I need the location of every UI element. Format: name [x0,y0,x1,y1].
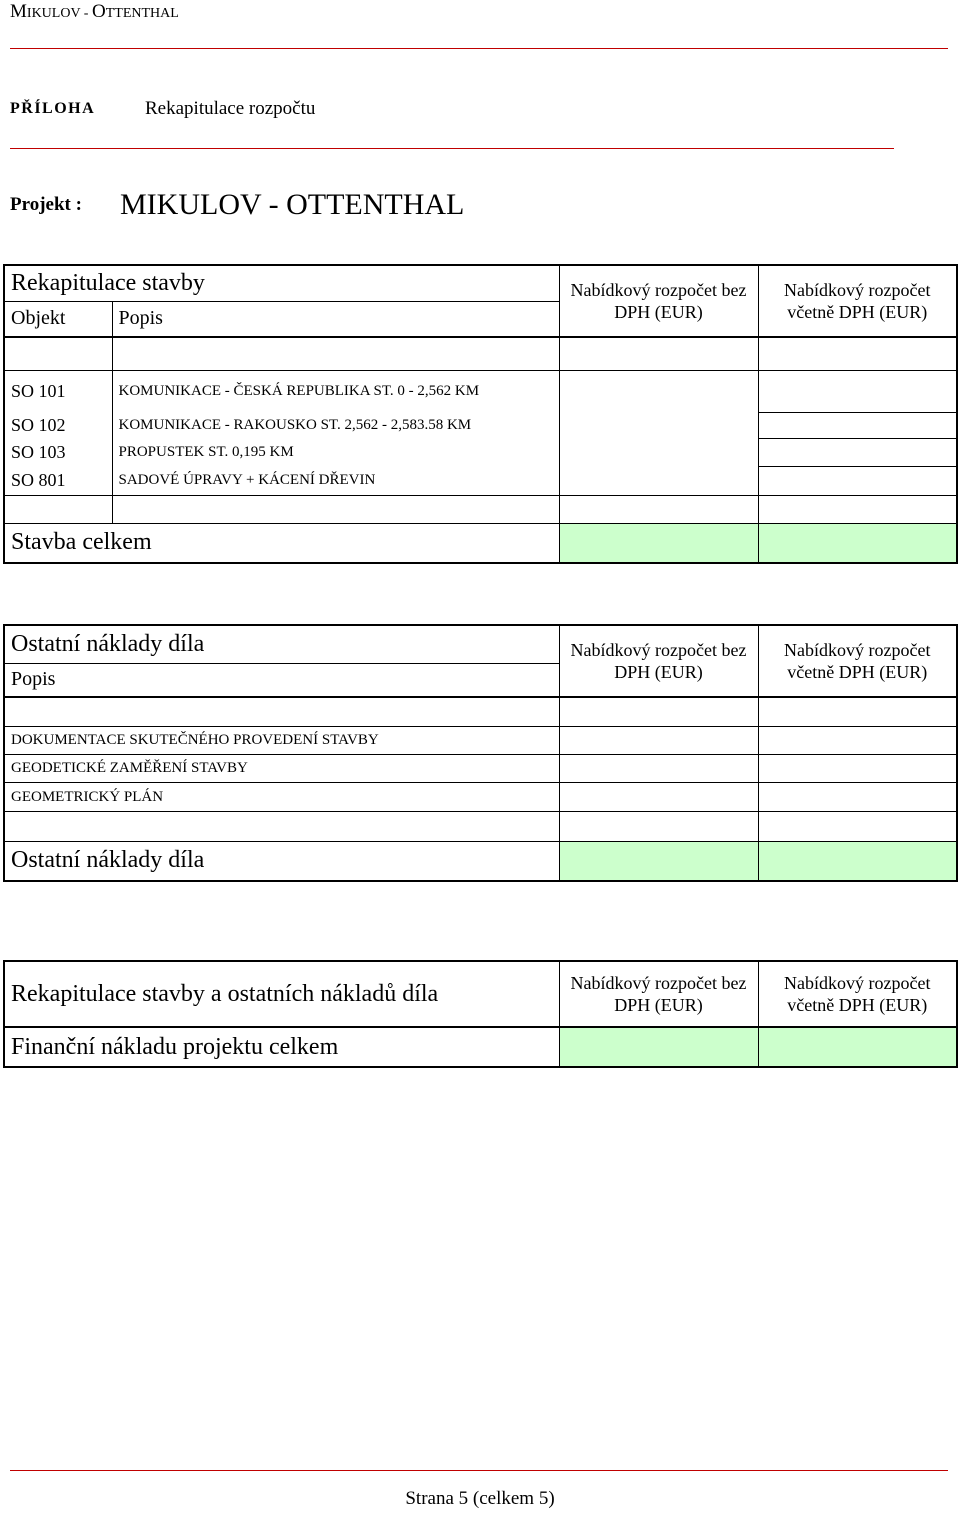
table-row [4,438,957,466]
summary-total-label: Finanční nákladu projektu celkem [4,1027,559,1067]
table-row [4,412,957,438]
ostatni-total-incl [758,841,957,881]
summary-col-price-incl: Nabídkový rozpočet včetně DPH (EUR) [758,961,957,1027]
stavba-total-incl [758,523,957,563]
summary-total-excl [559,1027,758,1067]
object-code: SO 101 [4,370,112,412]
object-code: SO 801 [4,466,112,495]
ostatni-col-price-incl: Nabídkový rozpočet včetně DPH (EUR) [758,625,957,697]
ostatni-total-label: Ostatní náklady díla [4,841,559,881]
ostatni-col-desc: Popis [4,663,559,697]
table-row [4,782,957,811]
object-code: SO 102 [4,412,112,438]
ostatni-col-price-excl: Nabídkový rozpočet bez DPH (EUR) [559,625,758,697]
footer-rule [10,1470,948,1471]
stavba-total-label: Stavba celkem [4,523,559,563]
stavba-total-excl [559,523,758,563]
stavba-table-title: Rekapitulace stavby [4,265,559,301]
object-description: KOMUNIKACE - ČESKÁ REPUBLIKA ST. 0 - 2,562 KM [112,370,559,412]
object-description: PROPUSTEK ST. 0,195 KM [112,438,559,466]
header-rule [10,48,948,49]
page-number: Strana 5 (celkem 5) [405,1488,555,1509]
object-description: KOMUNIKACE - RAKOUSKO ST. 2,562 - 2,583.58 KM [112,412,559,438]
ostatni-table [3,624,958,882]
table-row [4,726,957,754]
object-code: SO 103 [4,438,112,466]
stavba-col-price-incl: Nabídkový rozpočet včetně DPH (EUR) [758,265,957,337]
stavba-col-object: Objekt [4,301,112,337]
document-header-title: MIKULOV - OTTENTHAL [10,1,179,22]
stavba-col-desc: Popis [112,301,559,337]
table-row [4,370,957,412]
object-description: SADOVÉ ÚPRAVY + KÁCENÍ DŘEVIN [112,466,559,495]
summary-col-price-excl: Nabídkový rozpočet bez DPH (EUR) [559,961,758,1027]
summary-total-incl [758,1027,957,1067]
attachment-rule [10,148,894,149]
stavba-table [3,264,958,564]
cost-description: GEOMETRICKÝ PLÁN [4,782,559,811]
summary-title: Rekapitulace stavby a ostatních nákladů díla [4,961,559,1027]
attachment-label: PŘÍLOHA [10,100,96,117]
project-name: MIKULOV - OTTENTHAL [120,188,465,221]
table-row [4,754,957,782]
cost-description: GEODETICKÉ ZAMĚŘENÍ STAVBY [4,754,559,782]
ostatni-total-excl [559,841,758,881]
attachment-title: Rekapitulace rozpočtu [145,98,316,119]
table-row [4,466,957,495]
stavba-col-price-excl: Nabídkový rozpočet bez DPH (EUR) [559,265,758,337]
project-label: Projekt : [10,194,82,215]
cost-description: DOKUMENTACE SKUTEČNÉHO PROVEDENÍ STAVBY [4,726,559,754]
ostatni-table-title: Ostatní náklady díla [4,625,559,663]
summary-table [3,960,958,1068]
